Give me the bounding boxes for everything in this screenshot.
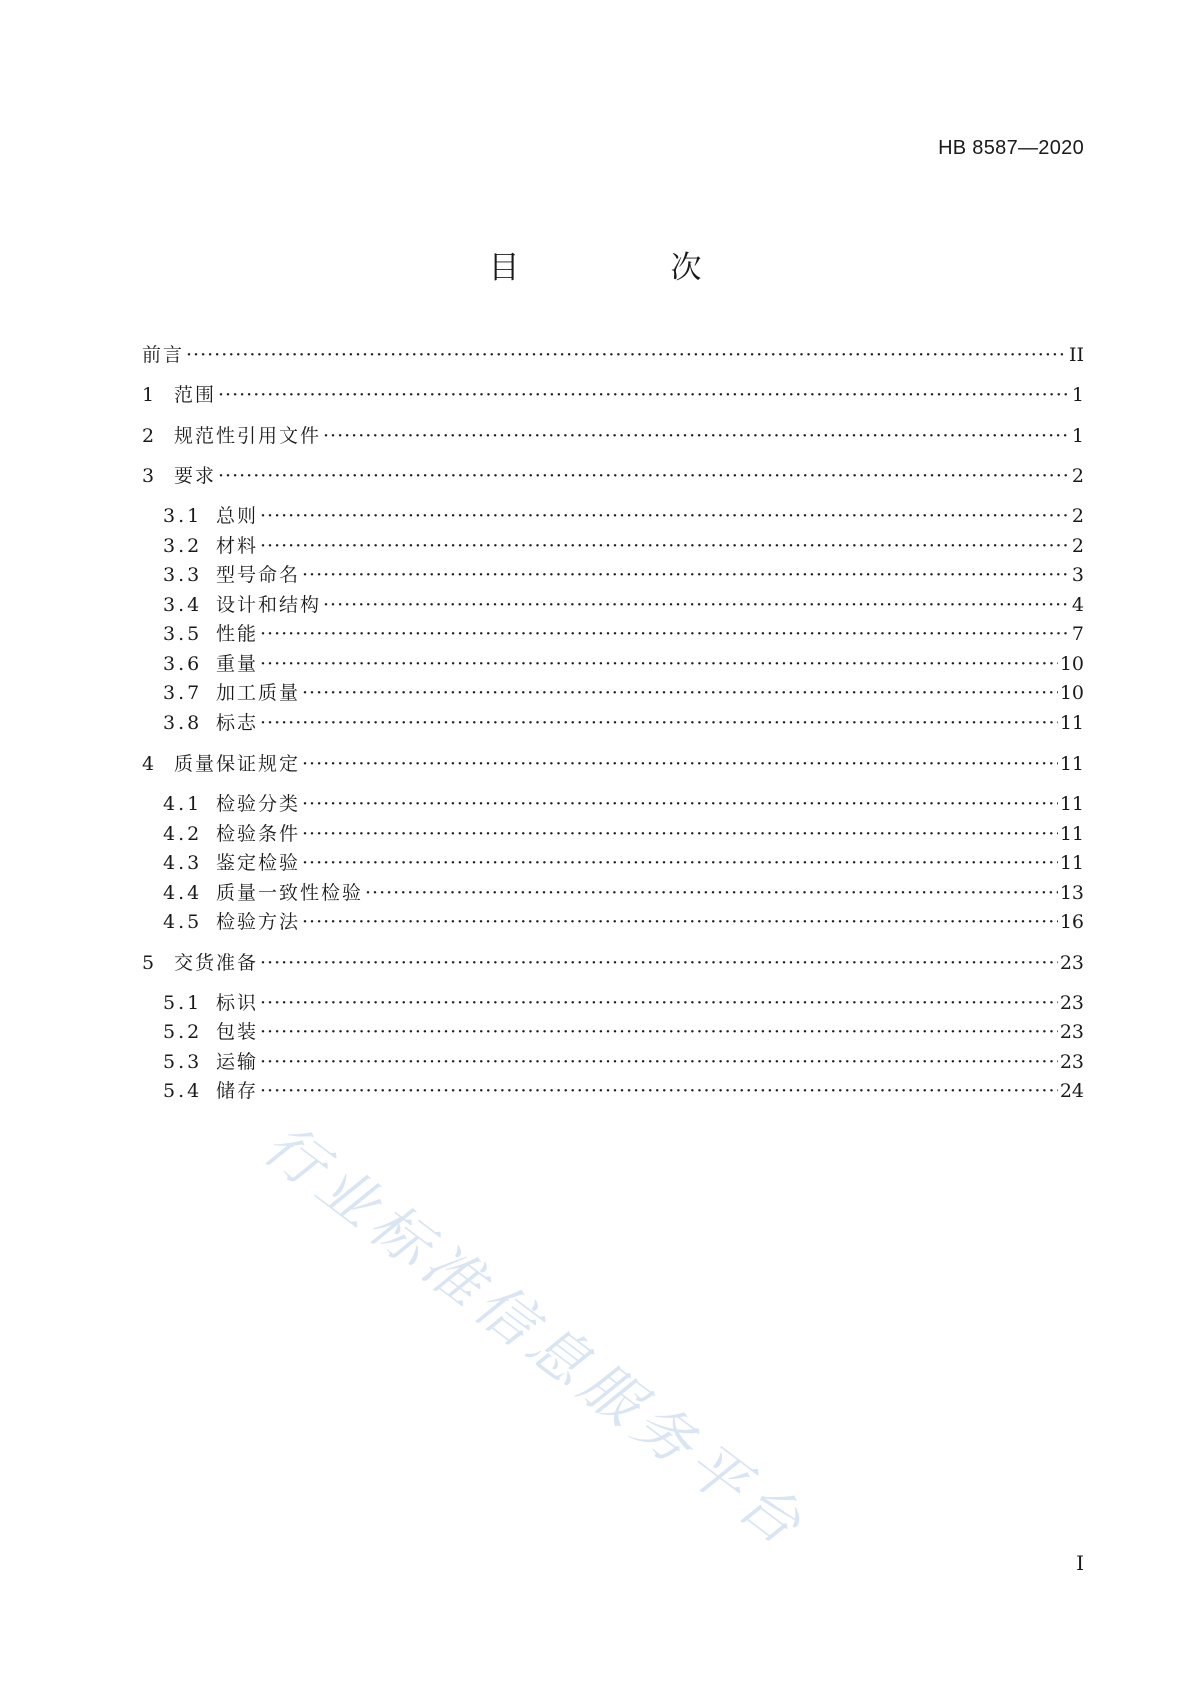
- dot-leader: [260, 952, 1058, 974]
- standard-code: HB 8587—2020: [938, 137, 1084, 159]
- toc-entry-number: 3.2: [163, 535, 203, 557]
- dot-leader: [218, 384, 1070, 406]
- toc-entry[interactable]: [163, 501, 1084, 527]
- dot-leader: [302, 682, 1058, 704]
- toc-entry-page: 23: [1059, 1021, 1084, 1043]
- toc-entry-page: 24: [1059, 1080, 1084, 1102]
- toc-entry-number: 5: [142, 952, 155, 974]
- toc-entry-page: 10: [1059, 682, 1084, 704]
- dot-leader: [323, 594, 1070, 616]
- toc-entry[interactable]: [163, 878, 1084, 904]
- toc-entry-page: 23: [1059, 992, 1084, 1014]
- dot-leader: [218, 465, 1070, 487]
- toc-entry-label: 标识: [216, 992, 259, 1014]
- toc-entry-page: 3: [1071, 564, 1084, 586]
- toc-entry-label: 范围: [174, 384, 217, 406]
- toc-entry-page: 13: [1059, 882, 1084, 904]
- dot-leader: [186, 344, 1067, 366]
- toc-entry-label: 规范性引用文件: [174, 425, 322, 447]
- toc-entry-page: 11: [1059, 753, 1084, 775]
- toc-entry-label: 前言: [142, 344, 185, 366]
- toc-entry-number: 3.1: [163, 505, 203, 527]
- toc-entry-number: 3.3: [163, 564, 203, 586]
- dot-leader: [260, 1080, 1058, 1102]
- toc-entry-number: 5.4: [163, 1080, 203, 1102]
- toc-entry-page: 23: [1059, 952, 1084, 974]
- toc-entry-page: 1: [1071, 384, 1084, 406]
- toc-entry-number: 3.5: [163, 623, 203, 645]
- toc-entry[interactable]: [163, 649, 1084, 675]
- dot-leader: [365, 882, 1058, 904]
- toc-entry[interactable]: [163, 819, 1084, 845]
- toc-entry-number: 1: [142, 384, 155, 406]
- page-number: I: [1076, 1551, 1084, 1575]
- toc-entry-number: 4.1: [163, 793, 203, 815]
- toc-entry-label: 检验分类: [216, 793, 301, 815]
- toc-entry-label: 质量一致性检验: [216, 882, 364, 904]
- toc-entry[interactable]: [163, 1076, 1084, 1102]
- toc-entry-label: 鉴定检验: [216, 852, 301, 874]
- toc-entry[interactable]: [163, 789, 1084, 815]
- page-title: 目 次: [488, 250, 762, 286]
- toc-entry-page: 2: [1071, 535, 1084, 557]
- toc-entry-page: 11: [1059, 793, 1084, 815]
- toc-entry-label: 交货准备: [174, 952, 259, 974]
- toc-entry[interactable]: [163, 590, 1084, 616]
- toc-entry-label: 检验方法: [216, 911, 301, 933]
- toc-entry-label: 要求: [174, 465, 217, 487]
- dot-leader: [260, 992, 1058, 1014]
- toc-entry[interactable]: [163, 907, 1084, 933]
- toc-entry-label: 质量保证规定: [174, 753, 301, 775]
- toc-entry-page: 16: [1059, 911, 1084, 933]
- toc-entry-number: 4.4: [163, 882, 203, 904]
- dot-leader: [260, 712, 1058, 734]
- watermark: 行业标准信息服务平台: [251, 1110, 820, 1562]
- toc-entry[interactable]: [142, 461, 1084, 487]
- toc-entry-number: 5.3: [163, 1051, 203, 1073]
- dot-leader: [302, 852, 1058, 874]
- toc-entry[interactable]: [163, 678, 1084, 704]
- toc-entry[interactable]: [163, 708, 1084, 734]
- dot-leader: [260, 1021, 1058, 1043]
- toc-entry-number: 3.8: [163, 712, 203, 734]
- toc-entry-number: 3.4: [163, 594, 203, 616]
- toc-entry-page: 11: [1059, 823, 1084, 845]
- toc-entry-page: 7: [1071, 623, 1084, 645]
- toc-entry-number: 4.3: [163, 852, 203, 874]
- dot-leader: [260, 505, 1070, 527]
- toc-entry-page: 4: [1071, 594, 1084, 616]
- toc-entry[interactable]: [142, 340, 1084, 366]
- dot-leader: [302, 911, 1058, 933]
- dot-leader: [260, 653, 1058, 675]
- toc-entry-number: 3.6: [163, 653, 203, 675]
- dot-leader: [302, 564, 1070, 586]
- toc-entry-number: 3: [142, 465, 155, 487]
- toc-entry-number: 2: [142, 425, 155, 447]
- toc-entry-page: 10: [1059, 653, 1084, 675]
- toc-entry[interactable]: [142, 380, 1084, 406]
- toc-entry-page: 2: [1071, 465, 1084, 487]
- toc-entry[interactable]: [163, 531, 1084, 557]
- dot-leader: [302, 823, 1058, 845]
- toc-entry-page: 11: [1059, 852, 1084, 874]
- dot-leader: [302, 793, 1058, 815]
- toc-entry-number: 4.2: [163, 823, 203, 845]
- toc-entry-label: 总则: [216, 505, 259, 527]
- dot-leader: [260, 1051, 1058, 1073]
- toc-entry[interactable]: [163, 988, 1084, 1014]
- toc-entry-page: 2: [1071, 505, 1084, 527]
- toc-entry[interactable]: [142, 749, 1084, 775]
- toc-entry-page: 11: [1059, 712, 1084, 734]
- toc-entry[interactable]: [163, 619, 1084, 645]
- toc-entry-page: II: [1068, 344, 1084, 366]
- toc-entry-number: 4: [142, 753, 155, 775]
- toc-entry[interactable]: [163, 848, 1084, 874]
- toc-entry-label: 储存: [216, 1080, 259, 1102]
- toc-entry-page: 23: [1059, 1051, 1084, 1073]
- toc-entry[interactable]: [163, 560, 1084, 586]
- toc-entry[interactable]: [142, 948, 1084, 974]
- toc-entry-page: 1: [1071, 425, 1084, 447]
- toc-entry-number: 5.2: [163, 1021, 203, 1043]
- toc-entry-label: 运输: [216, 1051, 259, 1073]
- toc-entry-label: 材料: [216, 535, 259, 557]
- toc-entry-number: 3.7: [163, 682, 203, 704]
- toc-entry-label: 性能: [216, 623, 259, 645]
- toc-entry[interactable]: [142, 421, 1084, 447]
- toc-entry-number: 4.5: [163, 911, 203, 933]
- toc-entry[interactable]: [163, 1047, 1084, 1073]
- toc-entry-label: 标志: [216, 712, 259, 734]
- toc-entry-number: 5.1: [163, 992, 203, 1014]
- dot-leader: [260, 623, 1070, 645]
- toc-entry-label: 检验条件: [216, 823, 301, 845]
- toc-entry-label: 型号命名: [216, 564, 301, 586]
- dot-leader: [302, 753, 1058, 775]
- toc-entry-label: 重量: [216, 653, 259, 675]
- toc-entry-label: 设计和结构: [216, 594, 322, 616]
- toc-entry[interactable]: [163, 1017, 1084, 1043]
- toc-entry-label: 加工质量: [216, 682, 301, 704]
- dot-leader: [260, 535, 1070, 557]
- dot-leader: [323, 425, 1070, 447]
- toc-entry-label: 包装: [216, 1021, 259, 1043]
